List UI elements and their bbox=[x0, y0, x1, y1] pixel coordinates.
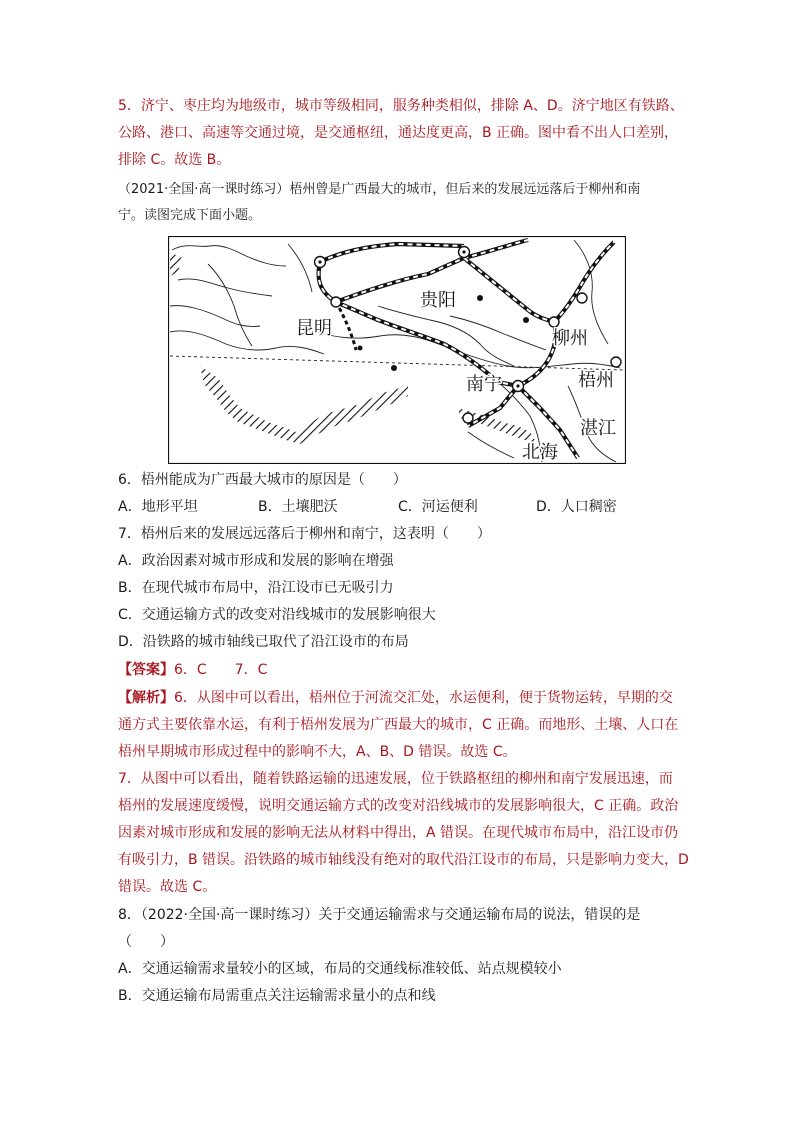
analysis-6-line-1: 6．从图中可以看出，梧州位于河流交汇处，水运便利，便于货物运转，早期的交 bbox=[174, 690, 673, 706]
q8-stem: 8．（2022·全国·高一课时练习）关于交通运输需求与交通运输布局的说法，错误的是 bbox=[118, 907, 641, 923]
beihai-marker bbox=[463, 413, 473, 423]
q6-option-d: D．人口稠密 bbox=[536, 499, 617, 515]
city-label-kunming: 昆明 bbox=[296, 318, 332, 339]
q8-option-a: A．交通运输需求量较小的区域，布局的交通线标准较低、站点规模较小 bbox=[118, 961, 562, 977]
analysis-7-line-1: 7．从图中可以看出，随着铁路运输的迅速发展，位于铁路枢纽的柳州和南宁发展迅速，而 bbox=[118, 771, 673, 787]
answer-tag: 【答案】 bbox=[118, 662, 174, 678]
q6-stem: 6．梧州能成为广西最大城市的原因是（ ） bbox=[118, 472, 407, 488]
q7-option-c: C．交通运输方式的改变对沿线城市的发展影响很大 bbox=[118, 607, 436, 623]
city-label-nanning: 南宁 bbox=[466, 374, 502, 395]
q5-explanation-line-2: 公路、港口、高速等交通过境，是交通枢纽，通达度更高，B 正确。图中看不出人口差别， bbox=[118, 125, 679, 141]
kunming-marker bbox=[331, 297, 341, 307]
town-dot-3 bbox=[391, 365, 397, 371]
analysis-6-line-2: 通方式主要依靠水运，有利于梧州发展为广西最大的城市，C 正确。而地形、土壤、人口在 bbox=[118, 717, 679, 733]
q6-option-a: A．地形平坦 bbox=[118, 499, 198, 515]
q6-option-c: C．河运便利 bbox=[398, 499, 478, 515]
analysis-line-1 bbox=[118, 688, 673, 708]
source-line-2: 宁。读图完成下面小题。 bbox=[118, 208, 262, 223]
city-label-liuzhou: 柳州 bbox=[552, 328, 588, 349]
city-label-beihai: 北海 bbox=[522, 442, 558, 463]
q5-explanation-line-1: 5．济宁、枣庄均为地级市，城市等级相同，服务种类相似，排除 A、D。济宁地区有铁路、 bbox=[118, 98, 684, 114]
city-label-wuzhou: 梧州 bbox=[578, 370, 614, 391]
answer-line bbox=[118, 660, 267, 680]
answer-text: 6．C 7．C bbox=[174, 662, 268, 678]
analysis-7-line-5: 错误。故选 C。 bbox=[118, 879, 217, 895]
q5-explanation-line-3: 排除 C。故选 B。 bbox=[118, 152, 231, 168]
q8-option-b: B．交通运输布局需重点关注运输需求量小的点和线 bbox=[118, 988, 436, 1004]
town-dot-2 bbox=[523, 317, 529, 323]
town-dot-1 bbox=[477, 295, 483, 301]
analysis-tag: 【解析】 bbox=[118, 690, 174, 706]
q8-paren: （ ） bbox=[118, 934, 174, 950]
q7-option-d: D．沿铁路的城市轴线已取代了沿江设市的布局 bbox=[118, 634, 409, 650]
nanning-marker-dot bbox=[516, 384, 519, 387]
city-label-guiyang: 贵阳 bbox=[420, 290, 456, 311]
railway-map-figure bbox=[168, 236, 626, 464]
wuzhou-marker bbox=[611, 357, 621, 367]
analysis-7-line-2: 梧州的发展速度缓慢，说明交通运输方式的改变对沿线城市的发展影响很大，C 正确。政治 bbox=[118, 798, 679, 814]
q7-stem: 7．梧州后来的发展远远落后于柳州和南宁，这表明（ ） bbox=[118, 526, 491, 542]
liuzhou-marker bbox=[549, 317, 559, 327]
city-marker-north-east bbox=[577, 293, 587, 303]
city-marker-north-west-dot bbox=[318, 260, 321, 263]
town-dot-4 bbox=[358, 346, 363, 351]
city-label-zhanjiang: 湛江 bbox=[580, 418, 616, 439]
q6-option-b: B．土壤肥沃 bbox=[258, 499, 338, 515]
analysis-7-line-3: 因素对城市形成和发展的影响无法从材料中得出，A 错误。在现代城市布局中，沿江设市仍 bbox=[118, 825, 679, 841]
q7-option-a: A．政治因素对城市形成和发展的影响在增强 bbox=[118, 553, 394, 569]
source-line-1: （2021·全国·高一课时练习）梧州曾是广西最大的城市，但后来的发展远远落后于柳州和南 bbox=[118, 182, 641, 197]
city-marker-north-dot bbox=[462, 250, 465, 253]
analysis-6-line-3: 梧州早期城市形成过程中的影响不大，A、B、D 错误。故选 C。 bbox=[118, 744, 517, 760]
q7-option-b: B．在现代城市布局中，沿江设市已无吸引力 bbox=[118, 580, 394, 596]
analysis-7-line-4: 有吸引力，B 错误。沿铁路的城市轴线没有绝对的取代沿江设市的布局，只是影响力变大，D bbox=[118, 852, 689, 868]
